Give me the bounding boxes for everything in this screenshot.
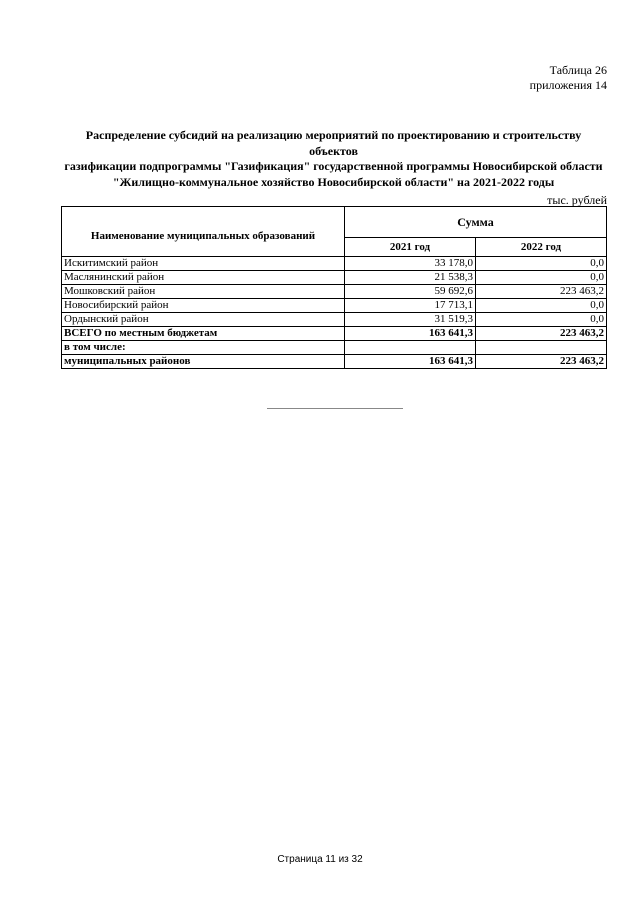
amount-2022: 223 463,2: [476, 285, 607, 299]
title-line: "Жилищно-коммунальное хозяйство Новосибирской области" на 2021-2022 годы: [112, 174, 555, 189]
table-row: [62, 313, 607, 327]
amount-2021: 59 692,6: [345, 285, 476, 299]
municipal-row: [62, 355, 607, 369]
amount-2021: 17 713,1: [345, 299, 476, 313]
including-row: [62, 341, 607, 355]
table-caption: [530, 63, 607, 93]
table-row: [62, 257, 607, 271]
title-line: газификации подпрограммы "Газификация" государственной программы Новосибирской области: [64, 159, 603, 173]
separator-line: [267, 408, 403, 409]
title-line: Распределение субсидий на реализацию мероприятий по проектированию и строительству объектов: [85, 128, 582, 158]
table-row: [62, 299, 607, 313]
including-label: в том числе:: [62, 341, 345, 355]
district-name: Ордынский район: [62, 313, 345, 327]
col-header-name: Наименование муниципальных образований: [62, 207, 345, 257]
appendix-ref: приложения 14: [529, 78, 607, 92]
total-2022: 223 463,2: [476, 327, 607, 341]
table-row: [62, 285, 607, 299]
including-2022: [476, 341, 607, 355]
header-row: [62, 207, 607, 238]
total-2021: 163 641,3: [345, 327, 476, 341]
page-footer: Страница 11 из 32: [277, 854, 363, 865]
col-header-sum: Сумма: [345, 207, 607, 238]
including-2021: [345, 341, 476, 355]
units-label: тыс. рублей: [547, 193, 607, 207]
district-name: Мошковский район: [62, 285, 345, 299]
table-number: Таблица 26: [549, 63, 607, 77]
district-name: Искитимский район: [62, 257, 345, 271]
amount-2021: 33 178,0: [345, 257, 476, 271]
municipal-label: муниципальных районов: [62, 355, 345, 369]
municipal-2021: 163 641,3: [345, 355, 476, 369]
col-header-2022: 2022 год: [476, 238, 607, 257]
amount-2021: 31 519,3: [345, 313, 476, 327]
amount-2022: 0,0: [476, 313, 607, 327]
total-label: ВСЕГО по местным бюджетам: [62, 327, 345, 341]
subsidy-table: [61, 206, 607, 369]
total-row: [62, 327, 607, 341]
amount-2022: 0,0: [476, 271, 607, 285]
amount-2022: 0,0: [476, 299, 607, 313]
municipal-2022: 223 463,2: [476, 355, 607, 369]
table-row: [62, 271, 607, 285]
district-name: Маслянинский район: [62, 271, 345, 285]
col-header-2021: 2021 год: [345, 238, 476, 257]
document-title: [60, 128, 607, 190]
district-name: Новосибирский район: [62, 299, 345, 313]
amount-2022: 0,0: [476, 257, 607, 271]
amount-2021: 21 538,3: [345, 271, 476, 285]
